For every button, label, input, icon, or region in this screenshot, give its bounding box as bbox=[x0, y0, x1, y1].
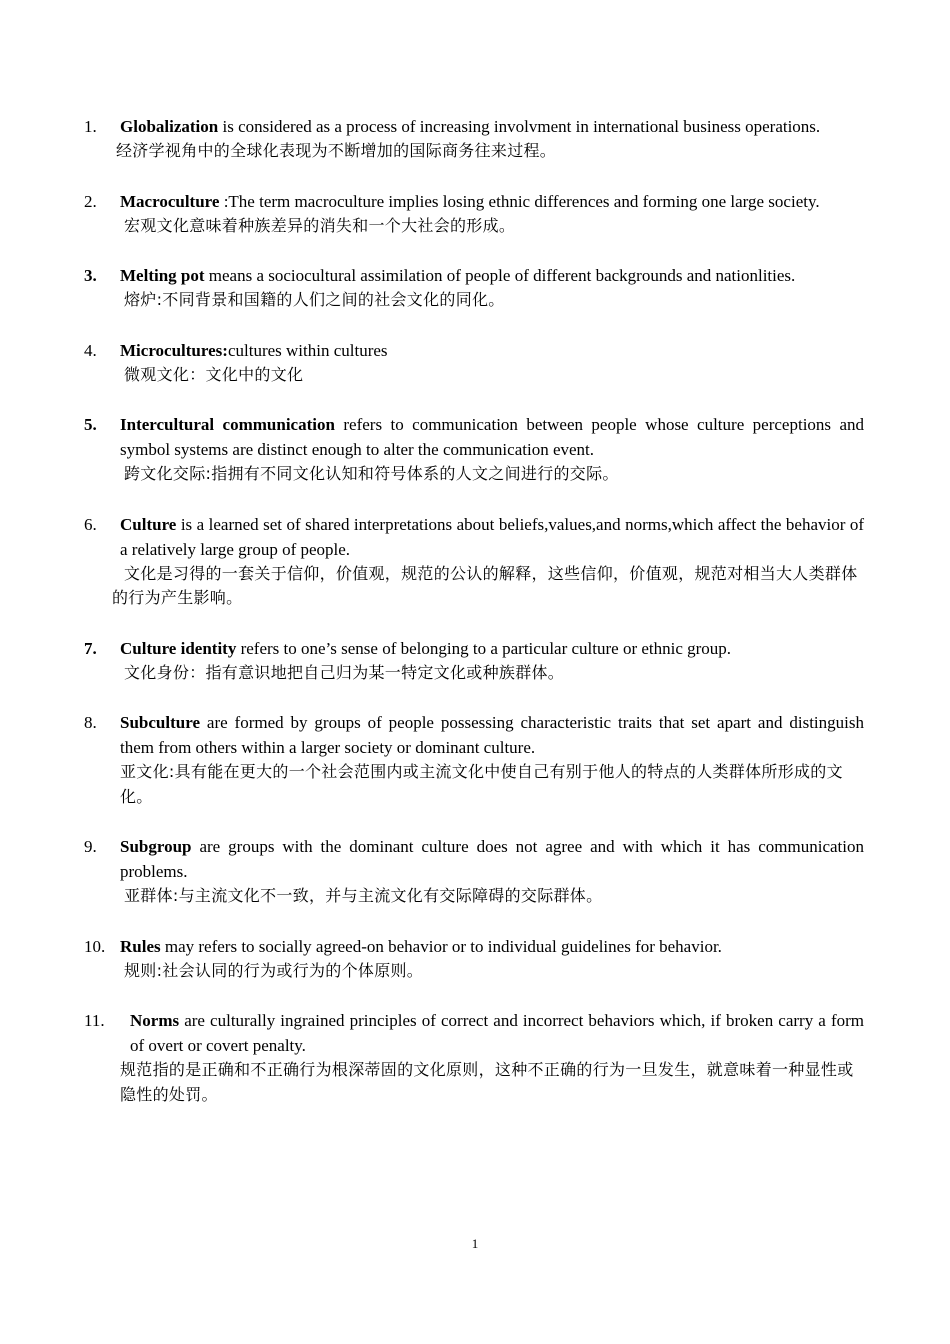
term: Subgroup bbox=[120, 837, 192, 856]
definition-text: is considered as a process of increasing involvment in international business operations. bbox=[218, 117, 821, 136]
term: Norms bbox=[130, 1011, 180, 1030]
term: Subculture bbox=[120, 713, 200, 732]
definition-item-11 bbox=[84, 1008, 864, 1107]
english-definition bbox=[120, 263, 864, 288]
definition-item-1 bbox=[84, 114, 864, 164]
page-number: 1 bbox=[471, 1236, 479, 1251]
item-number: 11. bbox=[84, 1011, 105, 1030]
definition-text: refers to one’s sense of belonging to a particular culture or ethnic group. bbox=[236, 638, 732, 658]
english-definition bbox=[120, 1008, 864, 1058]
chinese-translation: 规则:社会认同的行为或行为的个体原则。 bbox=[124, 960, 424, 980]
item-number: 2. bbox=[84, 191, 97, 211]
definition-text: refers to communication between people whose culture perceptions and symbol systems are distinct enough to alter the communication event. bbox=[120, 415, 865, 459]
definition-text: may refers to socially agreed-on behavior or to individual guidelines for behavior. bbox=[160, 936, 722, 956]
chinese-translation: 规范指的是正确和不正确行为根深蒂固的文化原则，这种不正确的行为一旦发生，就意味着一种显性或隐性的处罚。 bbox=[120, 1060, 854, 1104]
item-number: 3. bbox=[84, 266, 97, 285]
chinese-translation: 跨文化交际:指拥有不同文化认知和符号体系的人文之间进行的交际。 bbox=[124, 464, 619, 483]
term: Microcultures: bbox=[120, 340, 228, 360]
english-definition bbox=[120, 412, 864, 462]
chinese-translation: 文化是习得的一套关于信仰，价值观，规范的公认的解释，这些信仰，价值观，规范对相当大人类群体的行为产生影响。 bbox=[112, 563, 858, 607]
definition-text: means a sociocultural assimilation of people of different backgrounds and nationlities. bbox=[204, 266, 796, 285]
item-number: 8. bbox=[84, 713, 97, 732]
definition-item-8 bbox=[84, 710, 864, 809]
term: Rules bbox=[120, 936, 161, 956]
item-number: 6. bbox=[84, 514, 97, 534]
term: Intercultural communication bbox=[120, 415, 335, 434]
item-number: 5. bbox=[84, 415, 97, 434]
definition-item-3 bbox=[84, 263, 864, 313]
english-definition bbox=[120, 934, 864, 959]
english-definition bbox=[120, 834, 864, 884]
item-number: 1. bbox=[84, 117, 97, 136]
definition-text: cultures within cultures bbox=[227, 340, 388, 360]
english-definition bbox=[120, 189, 864, 214]
definition-item-6 bbox=[84, 512, 864, 611]
chinese-translation: 亚文化:具有能在更大的一个社会范围内或主流文化中使自己有别于他人的特点的人类群体所形成的文化。 bbox=[120, 762, 843, 806]
term: Culture bbox=[120, 514, 177, 534]
chinese-translation: 熔炉:不同背景和国籍的人们之间的社会文化的同化。 bbox=[124, 290, 505, 309]
term: Culture identity bbox=[120, 638, 237, 658]
english-definition bbox=[120, 710, 864, 760]
english-definition bbox=[120, 114, 864, 139]
item-number: 4. bbox=[84, 340, 97, 360]
english-definition bbox=[120, 338, 864, 363]
definition-text: are culturally ingrained principles of correct and incorrect behaviors which, if broken carry a form of overt or covert penalty. bbox=[130, 1011, 864, 1055]
english-definition bbox=[120, 512, 864, 562]
definition-text: are formed by groups of people possessing characteristic traits that set apart and distinguish them from others within a larger society or dominant culture. bbox=[120, 713, 864, 757]
definition-text: is a learned set of shared interpretations about beliefs,values,and norms,which affect the behavior of a relatively large group of people. bbox=[120, 514, 864, 559]
definition-item-4 bbox=[84, 338, 864, 388]
term: Globalization bbox=[120, 117, 219, 136]
definition-item-5 bbox=[84, 412, 864, 487]
item-number: 10. bbox=[84, 936, 106, 956]
chinese-translation: 亚群体:与主流文化不一致，并与主流文化有交际障碍的交际群体。 bbox=[124, 886, 603, 905]
definition-list bbox=[84, 114, 864, 1132]
definition-text: :The term macroculture implies losing ethnic differences and forming one large society. bbox=[219, 191, 820, 211]
definition-item-2 bbox=[84, 189, 864, 239]
chinese-translation: 微观文化：文化中的文化 bbox=[124, 364, 304, 384]
definition-item-7 bbox=[84, 636, 864, 686]
chinese-translation: 宏观文化意味着种族差异的消失和一个大社会的形成。 bbox=[124, 215, 516, 235]
definition-item-9 bbox=[84, 834, 864, 909]
english-definition bbox=[120, 636, 864, 661]
chinese-translation: 经济学视角中的全球化表现为不断增加的国际商务往来过程。 bbox=[116, 141, 557, 160]
definition-item-10 bbox=[84, 934, 864, 984]
chinese-translation: 文化身份：指有意识地把自己归为某一特定文化或种族群体。 bbox=[124, 662, 565, 682]
term: Macroculture bbox=[120, 191, 220, 211]
item-number: 7. bbox=[84, 638, 97, 658]
item-number: 9. bbox=[84, 837, 97, 856]
definition-text: are groups with the dominant culture does not agree and with which it has communication problems. bbox=[120, 837, 864, 881]
term: Melting pot bbox=[120, 266, 205, 285]
